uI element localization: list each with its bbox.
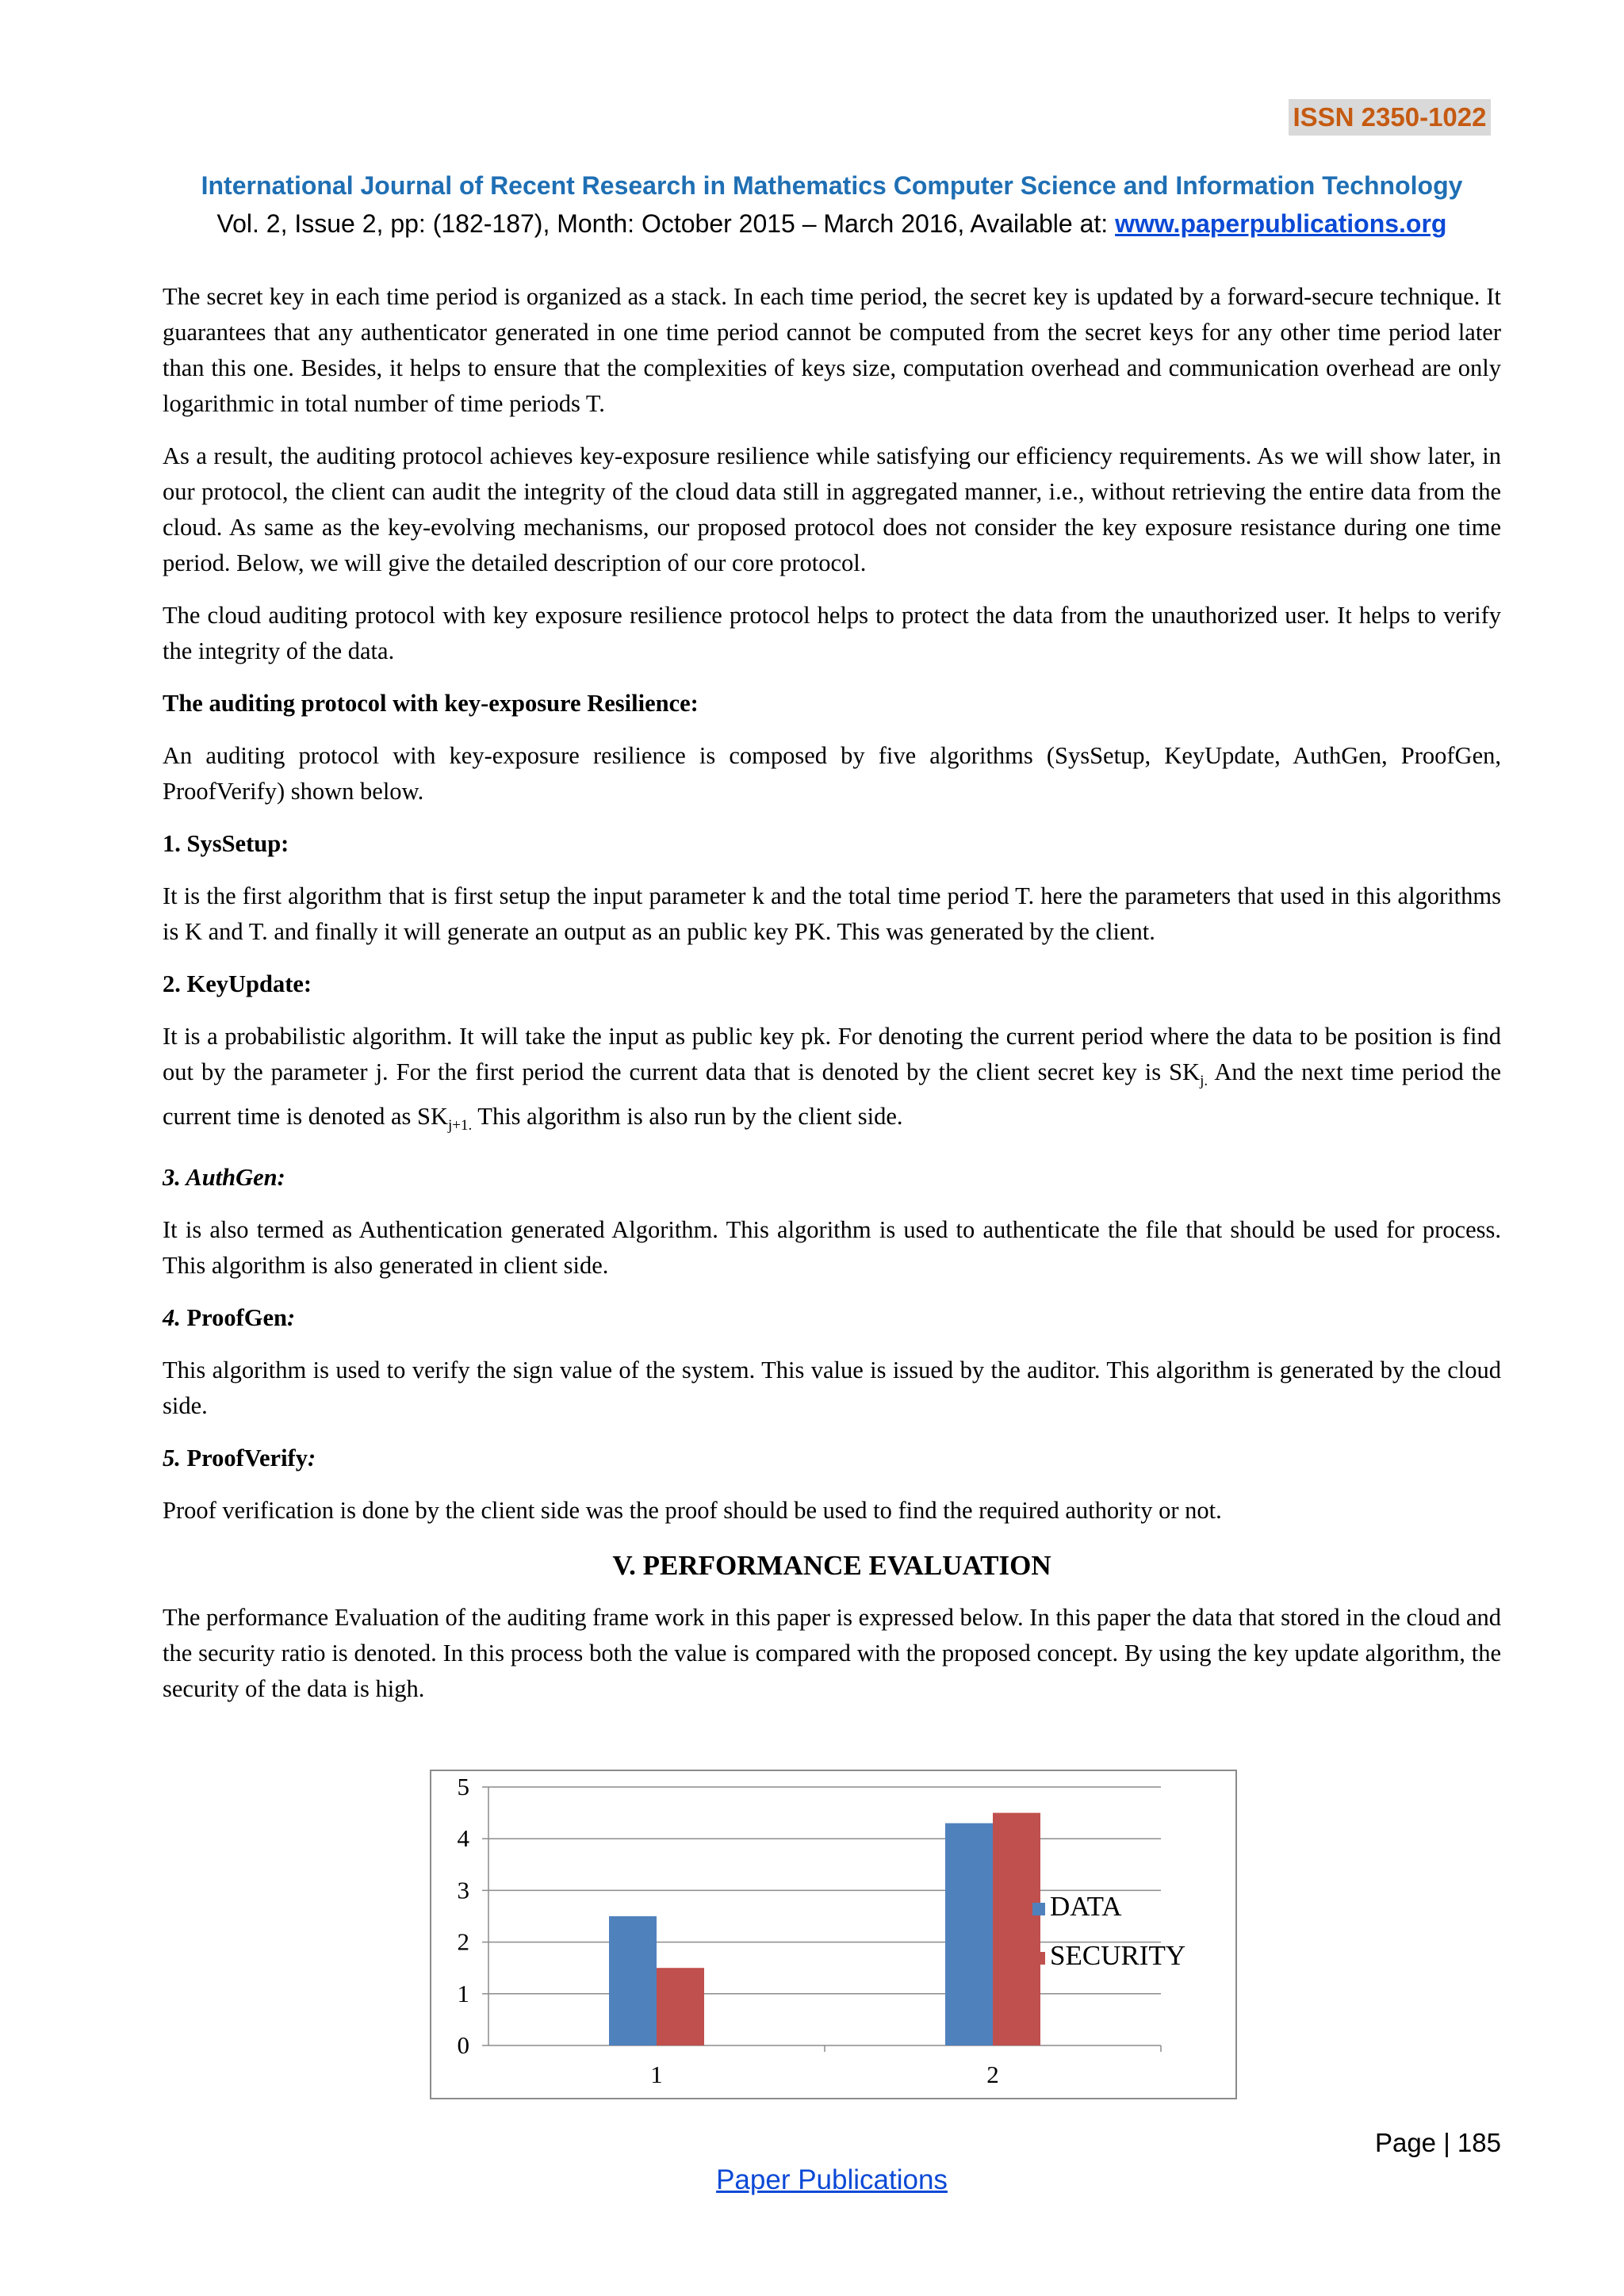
legend-swatch: [1032, 1952, 1045, 1965]
chart-canvas: [431, 1771, 1235, 2098]
heading-number: 4.: [163, 1304, 181, 1332]
journal-url-link[interactable]: www.paperpublications.org: [1115, 209, 1447, 238]
bar-chart: [430, 1770, 1237, 2099]
legend-label: DATA: [1050, 1891, 1122, 1922]
heading-number: 5.: [163, 1445, 181, 1472]
heading-text: ProofGen: [180, 1304, 287, 1332]
heading-colon: :: [287, 1304, 296, 1332]
paragraph: It is the first algorithm that is first setup the input parameter k and the total time period T. here the parameters that used in this algorithms is K and T. and finally it will generate an output as an public key PK. This was generated by the client.: [163, 882, 1501, 945]
publisher-link[interactable]: Paper Publications: [716, 2164, 948, 2195]
journal-title: International Journal of Recent Research in Mathematics Computer Science and Information Technology: [201, 171, 1463, 200]
article-body: [163, 279, 1501, 1724]
x-tick-label: 1: [650, 2061, 663, 2088]
subscript: j+1.: [447, 1117, 473, 1135]
section-title: V. PERFORMANCE EVALUATION: [612, 1550, 1051, 1582]
y-tick-label: 5: [457, 1773, 469, 1800]
heading-proofgen: [163, 1300, 1501, 1336]
heading-text: ProofVerify: [180, 1445, 308, 1472]
paragraph: The cloud auditing protocol with key exposure resilience protocol helps to protect the data from the unauthorized user. It helps to verify the integrity of the data.: [163, 602, 1501, 664]
heading-proofverify: [163, 1441, 1501, 1476]
subscript: j.: [1200, 1073, 1208, 1090]
heading-keyupdate: 2. KeyUpdate:: [163, 970, 312, 997]
journal-meta-text: Vol. 2, Issue 2, pp: (182-187), Month: October 2015 – March 2016, Available at:: [216, 209, 1109, 238]
paragraph: The performance Evaluation of the auditing frame work in this paper is expressed below. In this paper the data that stored in the cloud and the security ratio is denoted. In this process both the value is compared with the proposed concept. By using the key update algorithm, the security of the data is high.: [163, 1604, 1501, 1703]
bar-security-1: [657, 1968, 704, 2045]
text-run: This algorithm is also run by the client side.: [472, 1103, 903, 1131]
page-number: Page | 185: [1374, 2128, 1501, 2157]
paragraph: As a result, the auditing protocol achieves key-exposure resilience while satisfying our efficiency requirements. As we will show later, in our protocol, the client can audit the integrity of the cloud data still in aggregated manner, i.e., without retrieving the entire data from the cloud. As same as the key-evolving mechanisms, our proposed protocol does not consider the key exposure resistance during one time period. Below, we will give the detailed description of our core protocol.: [163, 442, 1501, 576]
issn-badge: ISSN 2350-1022: [1289, 99, 1491, 136]
paragraph: It is also termed as Authentication generated Algorithm. This algorithm is used to authenticate the file that should be used for process. This algorithm is also generated in client side.: [163, 1216, 1501, 1280]
legend-swatch: [1032, 1903, 1045, 1915]
text-run: And the next time period the current time is denoted as SK: [163, 1058, 1501, 1131]
journal-meta: [0, 209, 1624, 239]
heading-authgen: 3. AuthGen:: [163, 1164, 285, 1192]
bar-data-1: [609, 1916, 657, 2045]
y-tick-label: 4: [457, 1824, 469, 1853]
subheading-resilience: The auditing protocol with key-exposure Resilience:: [163, 690, 699, 717]
y-tick-label: 3: [457, 1876, 469, 1904]
heading-colon: :: [307, 1445, 316, 1472]
bar-security-2: [993, 1813, 1040, 2045]
x-tick-label: 2: [986, 2061, 999, 2088]
heading-syssetup: 1. SysSetup:: [163, 830, 289, 857]
paragraph: The secret key in each time period is organized as a stack. In each time period, the secret key is updated by a forward-secure technique. It guarantees that any authenticator generated in one time period cannot be computed from the secret keys for any other time period later than this one. Besides, it helps to ensure that the complexities of keys size, computation overhead and communication overhead are only logarithmic in total number of time periods T.: [163, 283, 1501, 417]
y-tick-label: 1: [457, 1979, 469, 2007]
text-run: It is a probabilistic algorithm. It will take the input as public key pk. For denoting the current period where the data to be position is find out by the parameter j. For the first period the current data that is denoted by the client secret key is SK: [163, 1023, 1501, 1085]
paragraph: An auditing protocol with key-exposure resilience is composed by five algorithms (SysSetup, KeyUpdate, AuthGen, ProofGen, ProofVerify) shown below.: [163, 742, 1501, 805]
paragraph: Proof verification is done by the client side was the proof should be used to find the required authority or not.: [163, 1497, 1222, 1525]
paragraph: This algorithm is used to verify the sign value of the system. This value is issued by the auditor. This algorithm is generated by the cloud side.: [163, 1357, 1501, 1420]
legend-label: SECURITY: [1050, 1940, 1186, 1971]
bar-data-2: [945, 1823, 993, 2045]
y-tick-label: 2: [457, 1927, 469, 1956]
paragraph-keyupdate: [163, 1019, 1501, 1143]
y-tick-label: 0: [457, 2031, 469, 2059]
